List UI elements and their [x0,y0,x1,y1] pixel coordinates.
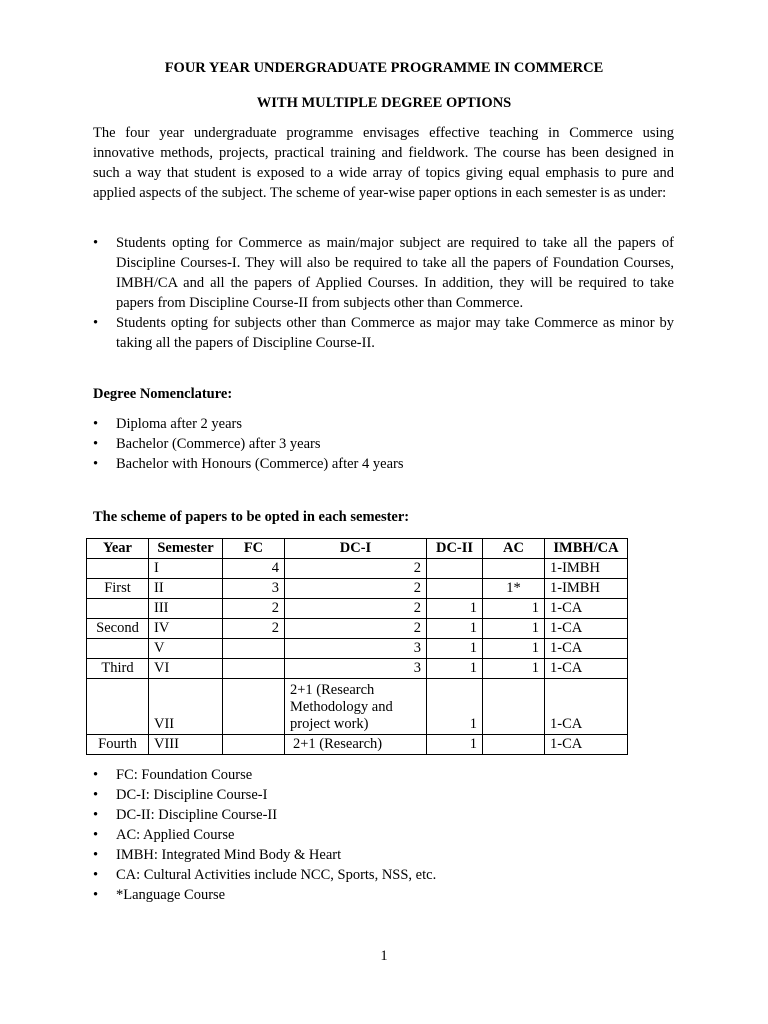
table-row [87,579,628,599]
cell-dc1: 2 [285,619,427,639]
cell-dc2: 1 [427,659,483,679]
cell-semester: VI [149,659,223,679]
header-dc2: DC-II [427,539,483,559]
degree-list [93,414,674,474]
table-row [87,639,628,659]
cell-fc: 3 [223,579,285,599]
table-header-row [87,539,628,559]
header-semester: Semester [149,539,223,559]
header-fc: FC [223,539,285,559]
cell-semester: IV [149,619,223,639]
cell-year [87,559,149,579]
cell-fc: 4 [223,559,285,579]
degree-heading: Degree Nomenclature: [93,386,233,402]
cell-imbh-ca: 1-CA [545,735,628,755]
cell-dc2: 1 [427,735,483,755]
cell-fc [223,679,285,735]
cell-imbh-ca: 1-CA [545,599,628,619]
list-item: • Bachelor (Commerce) after 3 years [93,434,674,454]
list-item: • Bachelor with Honours (Commerce) after 4 years [93,454,674,474]
cell-imbh-ca: 1-CA [545,659,628,679]
cell-imbh-ca: 1-CA [545,679,628,735]
list-item: • FC: Foundation Course [93,765,674,785]
document-title: FOUR YEAR UNDERGRADUATE PROGRAMME IN COMMERCE [164,60,604,76]
cell-ac [483,735,545,755]
cell-semester: III [149,599,223,619]
list-item: • Students opting for subjects other than Commerce as major may take Commerce as minor by taking all the papers of Discipline Course-II. [93,313,674,353]
list-item: • CA: Cultural Activities include NCC, Sports, NSS, etc. [93,865,674,885]
cell-fc: 2 [223,599,285,619]
cell-fc [223,639,285,659]
list-item: • DC-II: Discipline Course-II [93,805,674,825]
cell-year [87,679,149,735]
cell-dc2: 1 [427,619,483,639]
cell-ac: 1 [483,659,545,679]
table-row [87,619,628,639]
cell-year: Second [87,619,149,639]
list-item: • Students opting for Commerce as main/major subject are required to take all the papers of Discipline Courses-I. They will also be required to take all the papers of Foundation Courses, IMBH/CA and all the papers of Applied Courses. In addition, they will be required to take papers from Discipline Course-II from subjects other than Commerce. [93,233,674,313]
cell-dc1: 2 [285,599,427,619]
cell-dc2: 1 [427,679,483,735]
page-number: 1 [380,948,388,964]
legend-list [93,765,674,905]
cell-imbh-ca: 1-IMBH [545,579,628,599]
header-dc1: DC-I [285,539,427,559]
cell-ac [483,559,545,579]
cell-fc: 2 [223,619,285,639]
cell-dc1: 2+1 (Research) [285,735,427,755]
cell-imbh-ca: 1-CA [545,639,628,659]
cell-ac: 1 [483,599,545,619]
table-row [87,559,628,579]
cell-ac: 1 [483,619,545,639]
scheme-heading: The scheme of papers to be opted in each semester: [93,509,410,525]
cell-fc [223,735,285,755]
cell-semester: VII [149,679,223,735]
cell-dc2: 1 [427,599,483,619]
table-row [87,735,628,755]
cell-year [87,639,149,659]
cell-year [87,599,149,619]
list-item: • *Language Course [93,885,674,905]
cell-imbh-ca: 1-IMBH [545,559,628,579]
list-item: • DC-I: Discipline Course-I [93,785,674,805]
cell-dc2 [427,579,483,599]
cell-dc1: 2+1 (Research Methodology and project work) [285,679,427,735]
cell-year: Third [87,659,149,679]
cell-dc1: 3 [285,659,427,679]
cell-dc1: 3 [285,639,427,659]
cell-dc1: 2 [285,579,427,599]
cell-imbh-ca: 1-CA [545,619,628,639]
cell-ac: 1 [483,639,545,659]
cell-dc2: 1 [427,639,483,659]
list-item: • Diploma after 2 years [93,414,674,434]
cell-semester: VIII [149,735,223,755]
list-item: • IMBH: Integrated Mind Body & Heart [93,845,674,865]
table-row [87,599,628,619]
table-row [87,659,628,679]
cell-semester: II [149,579,223,599]
document-subtitle: WITH MULTIPLE DEGREE OPTIONS [256,95,512,111]
scheme-table [86,538,628,755]
cell-year: First [87,579,149,599]
cell-semester: I [149,559,223,579]
cell-year: Fourth [87,735,149,755]
cell-ac [483,679,545,735]
cell-dc2 [427,559,483,579]
table-row [87,679,628,735]
header-ac: AC [483,539,545,559]
option-list [93,233,674,353]
header-imbh-ca: IMBH/CA [545,539,628,559]
cell-semester: V [149,639,223,659]
cell-ac: 1* [483,579,545,599]
cell-dc1: 2 [285,559,427,579]
cell-fc [223,659,285,679]
list-item: • AC: Applied Course [93,825,674,845]
header-year: Year [87,539,149,559]
intro-paragraph: The four year undergraduate programme envisages effective teaching in Commerce using innovative methods, projects, practical training and fieldwork. The course has been designed in such a way that student is exposed to a wide array of topics giving equal emphasis to pure and applied aspects of the subject. The scheme of year-wise paper options in each semester is as under: [93,125,674,201]
